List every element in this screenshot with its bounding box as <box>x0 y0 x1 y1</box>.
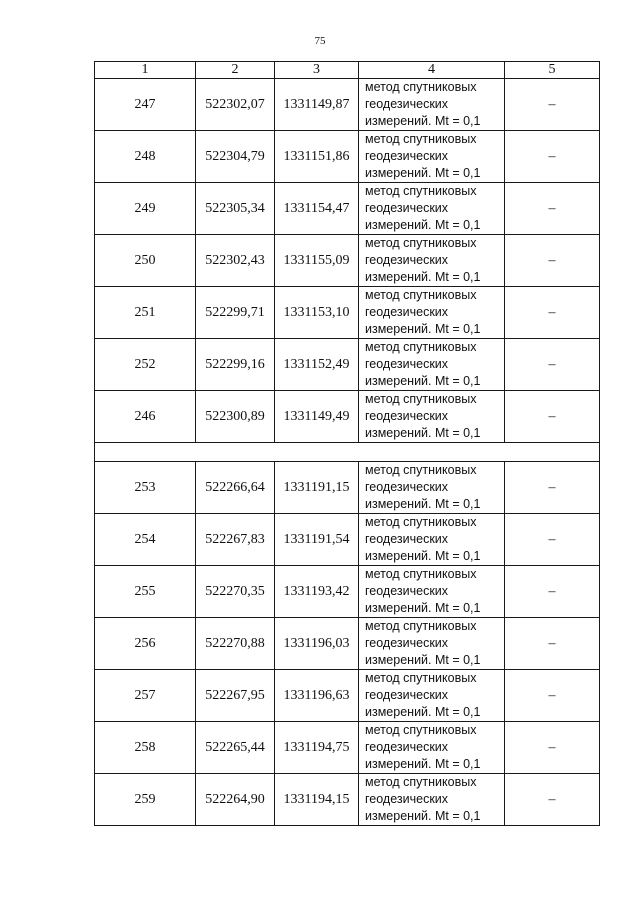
x-coordinate-cell: 522300,89 <box>196 391 275 443</box>
method-cell: метод спутниковых геодезических измерений. Mt = 0,1 <box>359 722 505 774</box>
header-col-2: 2 <box>196 62 275 79</box>
y-coordinate-cell: 1331151,86 <box>275 131 359 183</box>
point-number-cell: 250 <box>95 235 196 287</box>
point-number-cell: 258 <box>95 722 196 774</box>
note-cell: – <box>505 183 600 235</box>
x-coordinate-cell: 522299,71 <box>196 287 275 339</box>
point-number-cell: 247 <box>95 79 196 131</box>
table-row <box>95 339 600 391</box>
y-coordinate-cell: 1331196,03 <box>275 618 359 670</box>
header-col-4: 4 <box>359 62 505 79</box>
table-row <box>95 131 600 183</box>
y-coordinate-cell: 1331154,47 <box>275 183 359 235</box>
table-row <box>95 774 600 826</box>
x-coordinate-cell: 522302,43 <box>196 235 275 287</box>
y-coordinate-cell: 1331149,87 <box>275 79 359 131</box>
y-coordinate-cell: 1331194,75 <box>275 722 359 774</box>
y-coordinate-cell: 1331149,49 <box>275 391 359 443</box>
method-cell: метод спутниковых геодезических измерений. Mt = 0,1 <box>359 183 505 235</box>
y-coordinate-cell: 1331193,42 <box>275 566 359 618</box>
method-cell: метод спутниковых геодезических измерений. Mt = 0,1 <box>359 462 505 514</box>
note-cell: – <box>505 566 600 618</box>
note-cell: – <box>505 79 600 131</box>
y-coordinate-cell: 1331196,63 <box>275 670 359 722</box>
x-coordinate-cell: 522304,79 <box>196 131 275 183</box>
x-coordinate-cell: 522302,07 <box>196 79 275 131</box>
note-cell: – <box>505 722 600 774</box>
point-number-cell: 246 <box>95 391 196 443</box>
method-cell: метод спутниковых геодезических измерений. Mt = 0,1 <box>359 670 505 722</box>
note-cell: – <box>505 774 600 826</box>
point-number-cell: 257 <box>95 670 196 722</box>
table-row <box>95 391 600 443</box>
x-coordinate-cell: 522305,34 <box>196 183 275 235</box>
y-coordinate-cell: 1331191,54 <box>275 514 359 566</box>
header-col-3: 3 <box>275 62 359 79</box>
note-cell: – <box>505 618 600 670</box>
point-number-cell: 254 <box>95 514 196 566</box>
method-cell: метод спутниковых геодезических измерений. Mt = 0,1 <box>359 131 505 183</box>
x-coordinate-cell: 522299,16 <box>196 339 275 391</box>
table-row <box>95 462 600 514</box>
note-cell: – <box>505 287 600 339</box>
note-cell: – <box>505 462 600 514</box>
table-row <box>95 670 600 722</box>
table-row <box>95 79 600 131</box>
table-row <box>95 722 600 774</box>
point-number-cell: 249 <box>95 183 196 235</box>
x-coordinate-cell: 522266,64 <box>196 462 275 514</box>
coordinates-table <box>94 61 600 826</box>
note-cell: – <box>505 131 600 183</box>
page-number: 75 <box>314 35 326 47</box>
separator-cell <box>95 443 600 462</box>
table-header-row <box>95 62 600 79</box>
point-number-cell: 248 <box>95 131 196 183</box>
point-number-cell: 256 <box>95 618 196 670</box>
y-coordinate-cell: 1331194,15 <box>275 774 359 826</box>
point-number-cell: 253 <box>95 462 196 514</box>
method-cell: метод спутниковых геодезических измерений. Mt = 0,1 <box>359 235 505 287</box>
note-cell: – <box>505 235 600 287</box>
method-cell: метод спутниковых геодезических измерений. Mt = 0,1 <box>359 514 505 566</box>
note-cell: – <box>505 339 600 391</box>
method-cell: метод спутниковых геодезических измерений. Mt = 0,1 <box>359 618 505 670</box>
table-row <box>95 287 600 339</box>
x-coordinate-cell: 522264,90 <box>196 774 275 826</box>
x-coordinate-cell: 522267,83 <box>196 514 275 566</box>
method-cell: метод спутниковых геодезических измерений. Mt = 0,1 <box>359 339 505 391</box>
note-cell: – <box>505 514 600 566</box>
table-row <box>95 566 600 618</box>
method-cell: метод спутниковых геодезических измерений. Mt = 0,1 <box>359 287 505 339</box>
table-row <box>95 235 600 287</box>
point-number-cell: 255 <box>95 566 196 618</box>
note-cell: – <box>505 391 600 443</box>
table-row <box>95 183 600 235</box>
x-coordinate-cell: 522270,88 <box>196 618 275 670</box>
method-cell: метод спутниковых геодезических измерений. Mt = 0,1 <box>359 566 505 618</box>
table-row <box>95 618 600 670</box>
method-cell: метод спутниковых геодезических измерений. Mt = 0,1 <box>359 391 505 443</box>
group-separator-row <box>95 443 600 462</box>
table-row <box>95 514 600 566</box>
y-coordinate-cell: 1331152,49 <box>275 339 359 391</box>
x-coordinate-cell: 522265,44 <box>196 722 275 774</box>
point-number-cell: 251 <box>95 287 196 339</box>
method-cell: метод спутниковых геодезических измерений. Mt = 0,1 <box>359 774 505 826</box>
note-cell: – <box>505 670 600 722</box>
y-coordinate-cell: 1331153,10 <box>275 287 359 339</box>
x-coordinate-cell: 522267,95 <box>196 670 275 722</box>
x-coordinate-cell: 522270,35 <box>196 566 275 618</box>
point-number-cell: 259 <box>95 774 196 826</box>
header-col-1: 1 <box>95 62 196 79</box>
method-cell: метод спутниковых геодезических измерений. Mt = 0,1 <box>359 79 505 131</box>
point-number-cell: 252 <box>95 339 196 391</box>
y-coordinate-cell: 1331191,15 <box>275 462 359 514</box>
header-col-5: 5 <box>505 62 600 79</box>
y-coordinate-cell: 1331155,09 <box>275 235 359 287</box>
